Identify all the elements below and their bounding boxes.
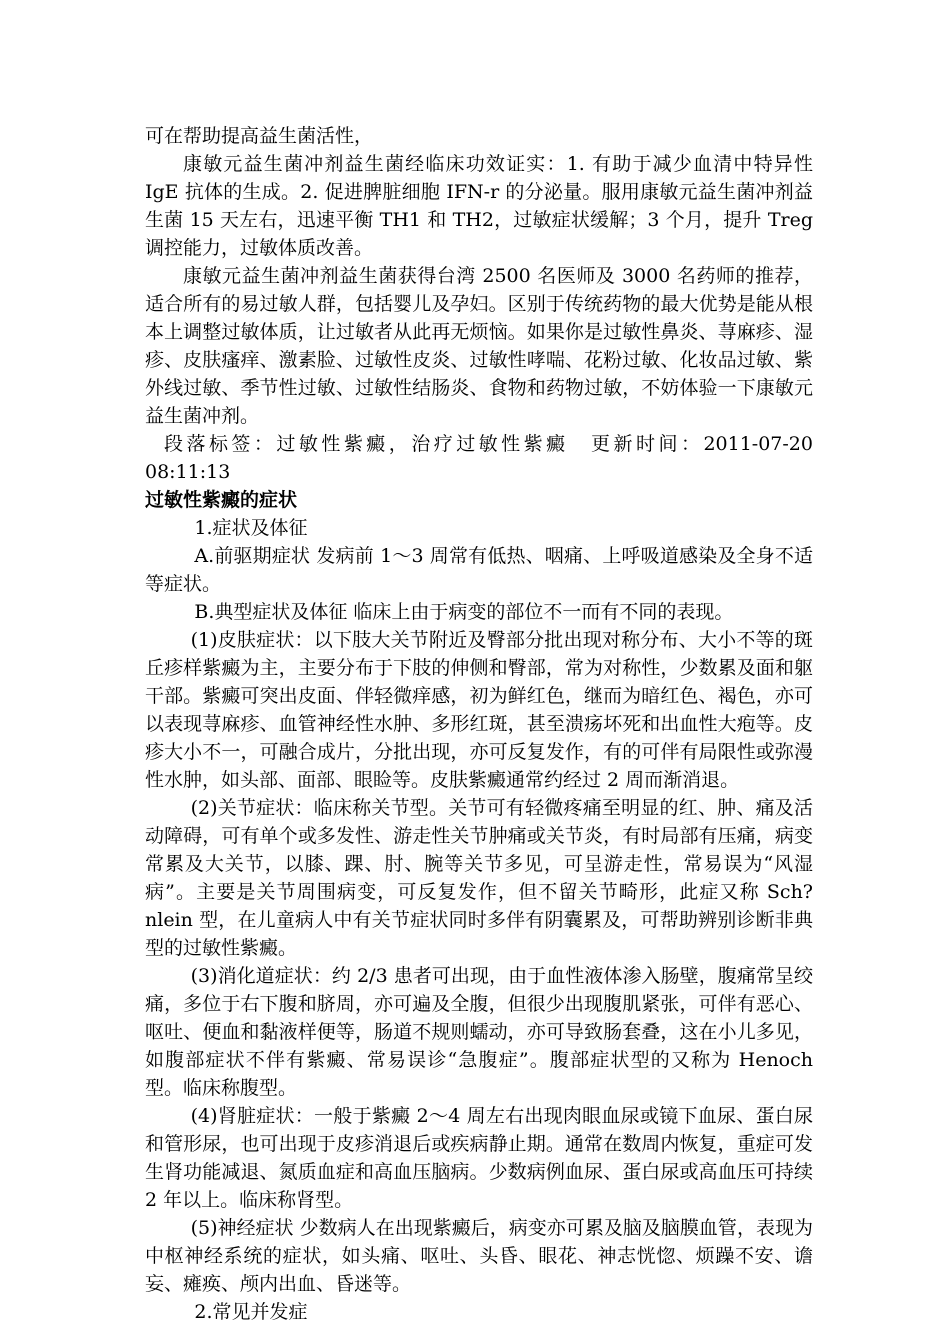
subheading-complications: 2.常见并发症	[194, 1301, 308, 1323]
paragraph-recommendation: 康敏元益生菌冲剂益生菌获得台湾 2500 名医师及 3000 名药师的推荐，适合所有的易过敏人群，包括婴儿及孕妇。区别于传统药物的最大优势是能从根本上调整过敏体质，让过敏者从此再无烦恼。如果你是过敏性鼻炎、荨麻疹、湿疹、皮肤瘙痒、激素脸、过敏性皮炎、过敏性哮喘、花粉过敏、化妆品过敏、紫外线过敏、季节性过敏、过敏性结肠炎、食物和药物过敏，不妨体验一下康敏元益生菌冲剂。	[145, 265, 813, 427]
paragraph-neuro-symptoms: (5)神经症状 少数病人在出现紫癜后，病变亦可累及脑及脑膜血管，表现为中枢神经系统的症状，如头痛、呕吐、头昏、眼花、神志恍惚、烦躁不安、谵妄、瘫痪、颅内出血、昏迷等。	[145, 1217, 813, 1295]
subheading-symptoms-and-signs: 1.症状及体征	[194, 517, 308, 539]
paragraph-prodromal-symptoms: A.前驱期症状 发病前 1～3 周常有低热、咽痛、上呼吸道感染及全身不适等症状。	[145, 545, 813, 595]
paragraph-skin-symptoms: (1)皮肤症状：以下肢大关节附近及臀部分批出现对称分布、大小不等的斑丘疹样紫癜为主，主要分布于下肢的伸侧和臀部，常为对称性，少数累及面和躯干部。紫癜可突出皮面、伴轻微痒感，初为鲜红色，继而为暗红色、褐色，亦可以表现荨麻疹、血管神经性水肿、多形红斑，甚至溃疡坏死和出血性大疱等。皮疹大小不一，可融合成片，分批出现，亦可反复发作，有的可伴有局限性或弥漫性水肿，如头部、面部、眼睑等。皮肤紫癜通常约经过 2 周而渐消退。	[145, 629, 813, 791]
paragraph-joint-symptoms: (2)关节症状：临床称关节型。关节可有轻微疼痛至明显的红、肿、痛及活动障碍，可有单个或多发性、游走性关节肿痛或关节炎，有时局部有压痛，病变常累及大关节，以膝、踝、肘、腕等关节多见，可呈游走性，常易误为“风湿病”。主要是关节周围病变，可反复发作，但不留关节畸形，此症又称 Sch?nlein 型，在儿童病人中有关节症状同时多伴有阴囊累及，可帮助辨别诊断非典型的过敏性紫癜。	[145, 797, 813, 959]
paragraph-kidney-symptoms: (4)肾脏症状：一般于紫癜 2～4 周左右出现肉眼血尿或镜下血尿、蛋白尿和管形尿，也可出现于皮疹消退后或疾病静止期。通常在数周内恢复，重症可发生肾功能减退、氮质血症和高血压脑病。少数病例血尿、蛋白尿或高血压可持续 2 年以上。临床称肾型。	[145, 1105, 813, 1211]
section-heading: 过敏性紫癜的症状	[145, 489, 298, 511]
paragraph-typical-symptoms: B.典型症状及体征 临床上由于病变的部位不一而有不同的表现。	[194, 601, 734, 623]
document-page	[145, 122, 813, 1326]
paragraph-intro-0: 可在帮助提高益生菌活性，	[145, 125, 374, 147]
paragraph-digestive-symptoms: (3)消化道症状：约 2/3 患者可出现，由于血性液体渗入肠壁，腹痛常呈绞痛，多位于右下腹和脐周，亦可遍及全腹，但很少出现腹肌紧张，可伴有恶心、呕吐、便血和黏液样便等，肠道不规则蠕动，亦可导致肠套叠，这在小儿多见，如腹部症状不伴有紫癜、常易误诊“急腹症”。腹部症状型的又称为 Henoch 型。临床称腹型。	[145, 965, 813, 1099]
paragraph-tags-and-update-time: 段落标签：过敏性紫癜，治疗过敏性紫癜 更新时间：2011-07-20 08:11:13	[145, 433, 813, 483]
paragraph-clinical-efficacy: 康敏元益生菌冲剂益生菌经临床功效证实：1. 有助于减少血清中特异性 IgE 抗体的生成。2. 促进脾脏细胞 IFN-r 的分泌量。服用康敏元益生菌冲剂益生菌 15 天左右，迅速平衡 TH1 和 TH2，过敏症状缓解；3 个月，提升 Treg 调控能力，过敏体质改善。	[145, 153, 813, 259]
